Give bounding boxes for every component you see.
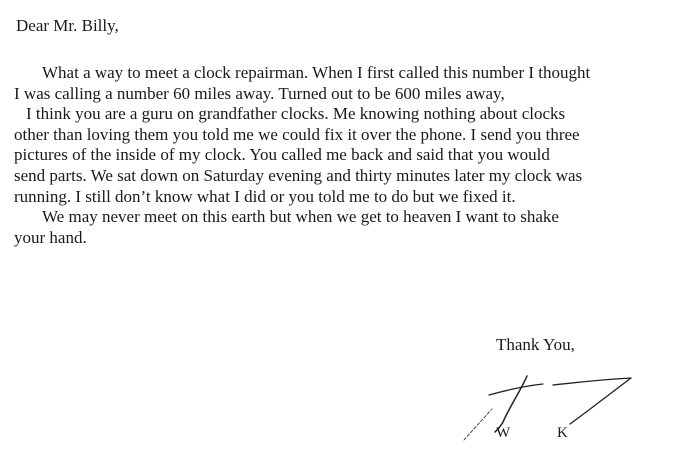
paragraph-3-line-1: We may never meet on this earth but when we get to heaven I want to shake	[42, 207, 559, 227]
paragraph-1-line-2: I was calling a number 60 miles away. Turned out to be 600 miles away,	[14, 83, 505, 103]
salutation: Dear Mr. Billy,	[16, 16, 119, 35]
paragraph-2-line-3: pictures of the inside of my clock. You called me back and said that you would	[14, 145, 550, 165]
handwritten-signature	[455, 368, 645, 454]
letter-body	[14, 63, 684, 248]
paragraph-3-line-2: your hand.	[14, 227, 87, 247]
signature-scribble	[455, 368, 645, 454]
paragraph-2-line-2: other than loving them you told me we could fix it over the phone. I send you three	[14, 124, 580, 144]
paragraph-2-line-4: send parts. We sat down on Saturday evening and thirty minutes later my clock was	[14, 165, 583, 185]
closing: Thank You,	[496, 335, 575, 354]
signature-first-initial: W	[496, 425, 511, 441]
paragraph-1-line-1: What a way to meet a clock repairman. When I first called this number I thought	[42, 63, 591, 82]
signature-last-initial: K	[557, 425, 568, 441]
paragraph-2-line-5: running. I still don’t know what I did or you told me to do but we fixed it.	[14, 186, 516, 206]
paragraph-2-line-1: I think you are a guru on grandfather clocks. Me knowing nothing about clocks	[26, 104, 566, 124]
